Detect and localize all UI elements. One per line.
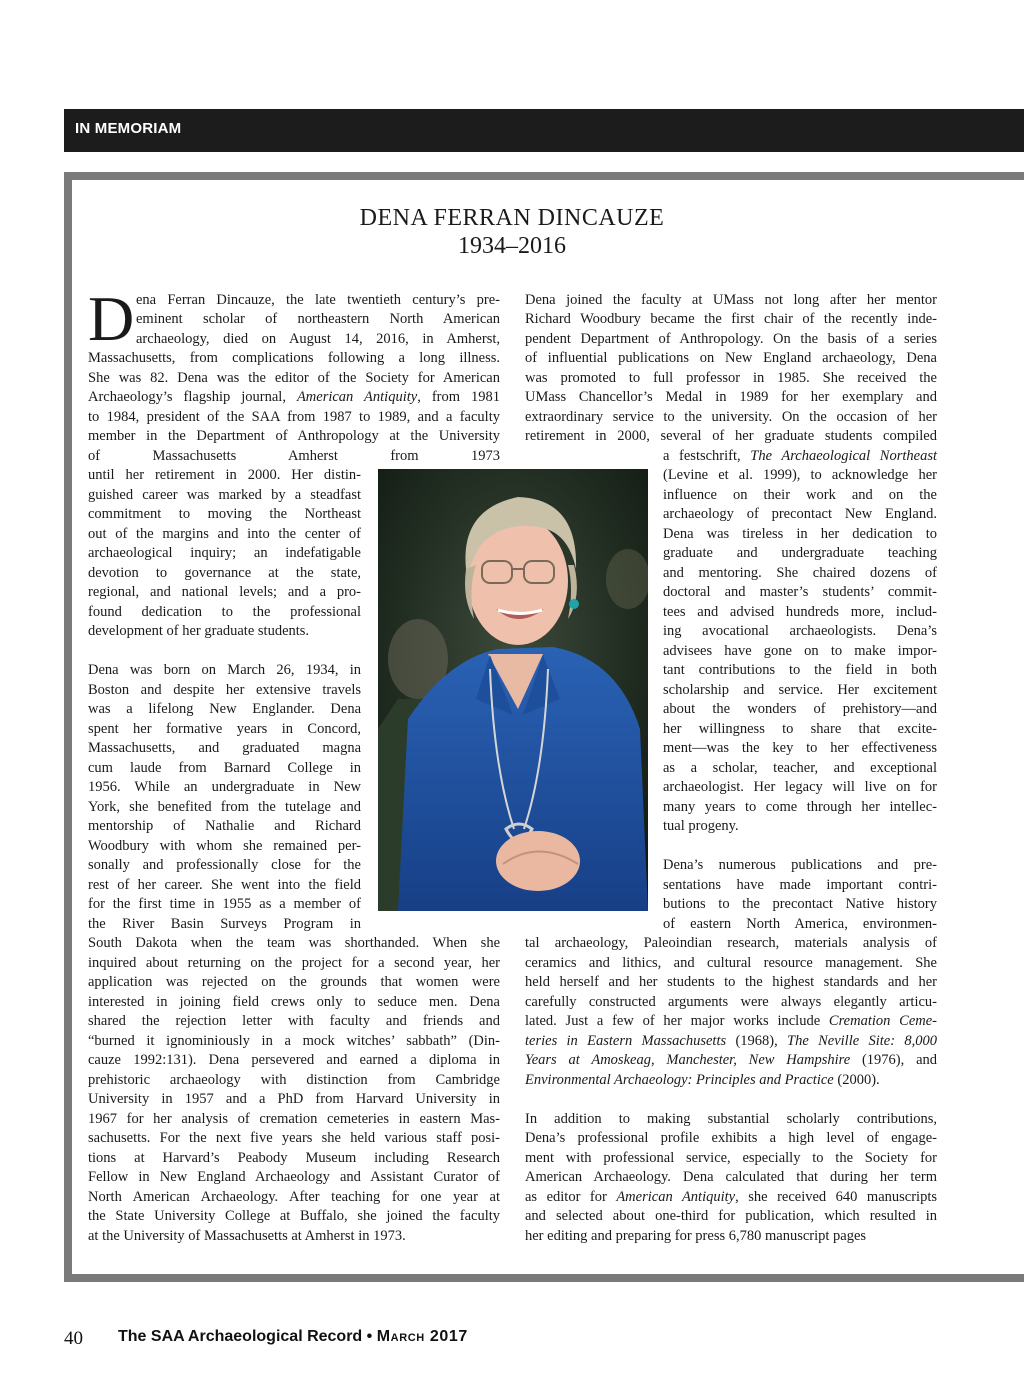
footer-journal	[118, 1328, 468, 1346]
text-line: rest of her career. She went into the field	[88, 876, 361, 893]
text-line: ena Ferran Dincauze, the late twentieth century’s pre-	[136, 291, 500, 308]
text-line: In addition to making substantial scholarly contributions,	[525, 1110, 937, 1127]
text-line: retirement in 2000, several of her graduate students compiled	[525, 428, 937, 444]
text-line: carefully constructed arguments were always elegantly articu-	[525, 993, 937, 1010]
text-line: member in the Department of Anthropology at the University	[88, 428, 500, 444]
text-line: cum laude from Barnard College in	[88, 759, 361, 776]
text-line: Richard Woodbury became the first chair of the recently inde-	[525, 311, 937, 327]
text-line: to 1984, president of the SAA from 1987 to 1989, and a faculty	[88, 408, 500, 425]
text-line: tions at Harvard’s Peabody Museum including Research	[88, 1149, 500, 1166]
article-years: 1934–2016	[458, 233, 566, 259]
text-line: ing avocational archaeologists. Dena’s	[663, 623, 937, 639]
text-line: found dedication to the professional	[88, 603, 361, 620]
text-line: interested in joining field crews only to seduce men. Dena	[88, 993, 500, 1010]
journal-name: The SAA Archaeological Record	[118, 1328, 363, 1345]
text-line: until her retirement in 2000. Her distin-	[88, 467, 361, 483]
text-line: tant contributions to the field in both	[663, 662, 937, 678]
text-line: guished career was marked by a steadfast	[88, 486, 361, 503]
footer-issue: March 2017	[376, 1328, 468, 1345]
text-line: UMass Chancellor’s Medal in 1989 for her exemplary and	[525, 389, 937, 405]
text-line: Dena was tireless in her dedication to	[663, 525, 937, 542]
text-line: Environmental Archaeology: Principles and Practice (2000).	[525, 1071, 880, 1088]
text-line: Massachusetts, and graduated magna	[88, 740, 361, 756]
text-line: tual progeny.	[663, 818, 739, 834]
text-line: shared the rejection letter with faculty and friends and	[88, 1013, 500, 1029]
text-line: sentations have made important contri-	[663, 876, 937, 893]
text-line: ment—was the key to her effectiveness	[663, 740, 937, 756]
text-line: of eastern North America, environmen-	[663, 915, 937, 932]
text-line: scholarship and service. Her excitement	[663, 681, 937, 698]
text-line: Dena joined the faculty at UMass not long after her mentor	[525, 291, 937, 308]
text-line: development of her graduate students.	[88, 623, 310, 639]
text-line: 1956. While an undergraduate in New	[88, 779, 361, 795]
section-label: IN MEMORIAM	[75, 120, 182, 137]
text-line: the River Basin Surveys Program in	[88, 915, 361, 932]
text-line: cauze 1992:131). Dena persevered and earned a diploma in	[88, 1052, 500, 1068]
portrait-photo	[378, 469, 648, 911]
text-line: and mentoring. She chaired dozens of	[663, 564, 937, 581]
text-line: sachusetts. For the next five years she held various staff posi-	[88, 1130, 500, 1146]
text-line: at the University of Massachusetts at Amherst in 1973.	[88, 1227, 406, 1244]
text-line: about the wonders of prehistory—and	[663, 701, 937, 717]
text-line: tees and advised hundreds more, includ-	[663, 603, 937, 620]
text-line: the State University College at Buffalo, she joined the faculty	[88, 1208, 500, 1224]
text-line: archaeology of precontact New England.	[663, 506, 937, 522]
text-line: Dena’s numerous publications and pre-	[663, 857, 937, 873]
text-line: York, she benefited from the tutelage and	[88, 798, 361, 815]
text-line: of Massachusetts Amherst from 1973	[88, 447, 500, 464]
text-line: South Dakota when the team was shorthanded. When she	[88, 935, 500, 951]
article-title: DENA FERRAN DINCAUZE	[359, 205, 665, 231]
text-line: Dena’s professional profile exhibits a high level of engage-	[525, 1130, 937, 1146]
footer-bullet: •	[366, 1328, 373, 1345]
text-line: a festschrift, The Archaeological Northeast	[663, 447, 937, 464]
text-line: regional, and national levels; and a pro-	[88, 584, 361, 600]
text-line: application was rejected on the grounds that women were	[88, 974, 500, 990]
text-line: lated. Just a few of her major works include Cremation Ceme-	[525, 1013, 937, 1029]
text-line: and selected about one-third for publication, which resulted in	[525, 1208, 937, 1224]
text-line: her editing and preparing for press 6,780 manuscript pages	[525, 1227, 867, 1244]
text-line: Massachusetts, from complications following a long illness.	[88, 350, 500, 366]
text-line: archaeologist. Her legacy will live on for	[663, 779, 937, 795]
drop-cap: D	[88, 283, 135, 354]
text-line: pendent Department of Anthropology. On the basis of a series	[525, 330, 937, 347]
text-line: her willingness to share that excite-	[663, 720, 937, 737]
text-line: out of the margins and into the center of	[88, 525, 361, 542]
text-line: as editor for American Antiquity, she received 640 manuscripts	[525, 1188, 937, 1205]
text-line: commitment to moving the Northeast	[88, 506, 361, 522]
text-line: She was 82. Dena was the editor of the Society for American	[88, 369, 500, 386]
text-line: butions to the precontact Native history	[663, 896, 937, 912]
text-line: sonally and professionally close for the	[88, 857, 361, 873]
text-line: as a scholar, teacher, and exceptional	[663, 759, 937, 776]
text-line: prehistoric archaeology with distinction from Cambridge	[88, 1071, 500, 1088]
text-line: ceramics and lithics, and cultural resource management. She	[525, 954, 937, 971]
text-line: Archaeology’s flagship journal, American Antiquity, from 1981	[88, 389, 500, 405]
text-line: archaeological inquiry; an indefatigable	[88, 545, 361, 561]
text-line: was a lifelong New Englander. Dena	[88, 701, 361, 717]
text-line: advisees have gone on to make impor-	[663, 642, 937, 659]
text-line: Dena was born on March 26, 1934, in	[88, 662, 361, 678]
text-line: tal archaeology, Paleoindian research, materials analysis of	[525, 935, 937, 951]
text-line: “burned it ignominiously in a mock witches’ sabbath” (Din-	[88, 1032, 500, 1049]
text-line: archaeology, died on August 14, 2016, in Amherst,	[136, 330, 500, 347]
text-line: spent her formative years in Concord,	[88, 720, 361, 737]
page-number: 40	[64, 1328, 83, 1349]
text-line: North American Archaeology. After teaching for one year at	[88, 1188, 500, 1205]
text-line: Boston and despite her extensive travels	[88, 681, 361, 698]
text-line: Years at Amoskeag, Manchester, New Hampshire (1976), and	[525, 1052, 937, 1068]
text-line: 1967 for her analysis of cremation cemeteries in eastern Mas-	[88, 1110, 500, 1127]
text-line: was promoted to full professor in 1985. She received the	[525, 369, 937, 386]
text-line: many years to come through her intellec-	[663, 798, 937, 815]
text-line: teries in Eastern Massachusetts (1968), The Neville Site: 8,000	[525, 1032, 937, 1049]
text-line: ment with professional service, especially to the Society for	[525, 1149, 937, 1166]
text-line: doctoral and master’s students’ commit-	[663, 584, 937, 600]
section-banner	[64, 109, 1024, 152]
text-line: eminent scholar of northeastern North American	[136, 311, 500, 327]
text-line: American Archaeology. Dena calculated that during her term	[525, 1169, 937, 1185]
text-line: inquired about returning on the project for a second year, her	[88, 954, 500, 971]
text-line: graduate and undergraduate teaching	[663, 545, 937, 561]
text-line: University in 1957 and a PhD from Harvard University in	[88, 1091, 500, 1107]
text-line: devotion to governance at the state,	[88, 564, 361, 581]
text-line: Fellow in New England Archaeology and Assistant Curator of	[88, 1169, 500, 1185]
text-line: (Levine et al. 1999), to acknowledge her	[663, 467, 937, 483]
text-line: influence on their work and on the	[663, 486, 937, 503]
text-line: extraordinary service to the university. On the occasion of her	[525, 408, 937, 425]
text-line: for the first time in 1955 as a member of	[88, 896, 361, 912]
text-line: mentorship of Nathalie and Richard	[88, 818, 361, 834]
text-line: of influential publications on New England archaeology, Dena	[525, 350, 937, 366]
text-line: held herself and her students to the highest standards and her	[525, 974, 937, 990]
text-line: Woodbury with whom she remained per-	[88, 837, 361, 854]
